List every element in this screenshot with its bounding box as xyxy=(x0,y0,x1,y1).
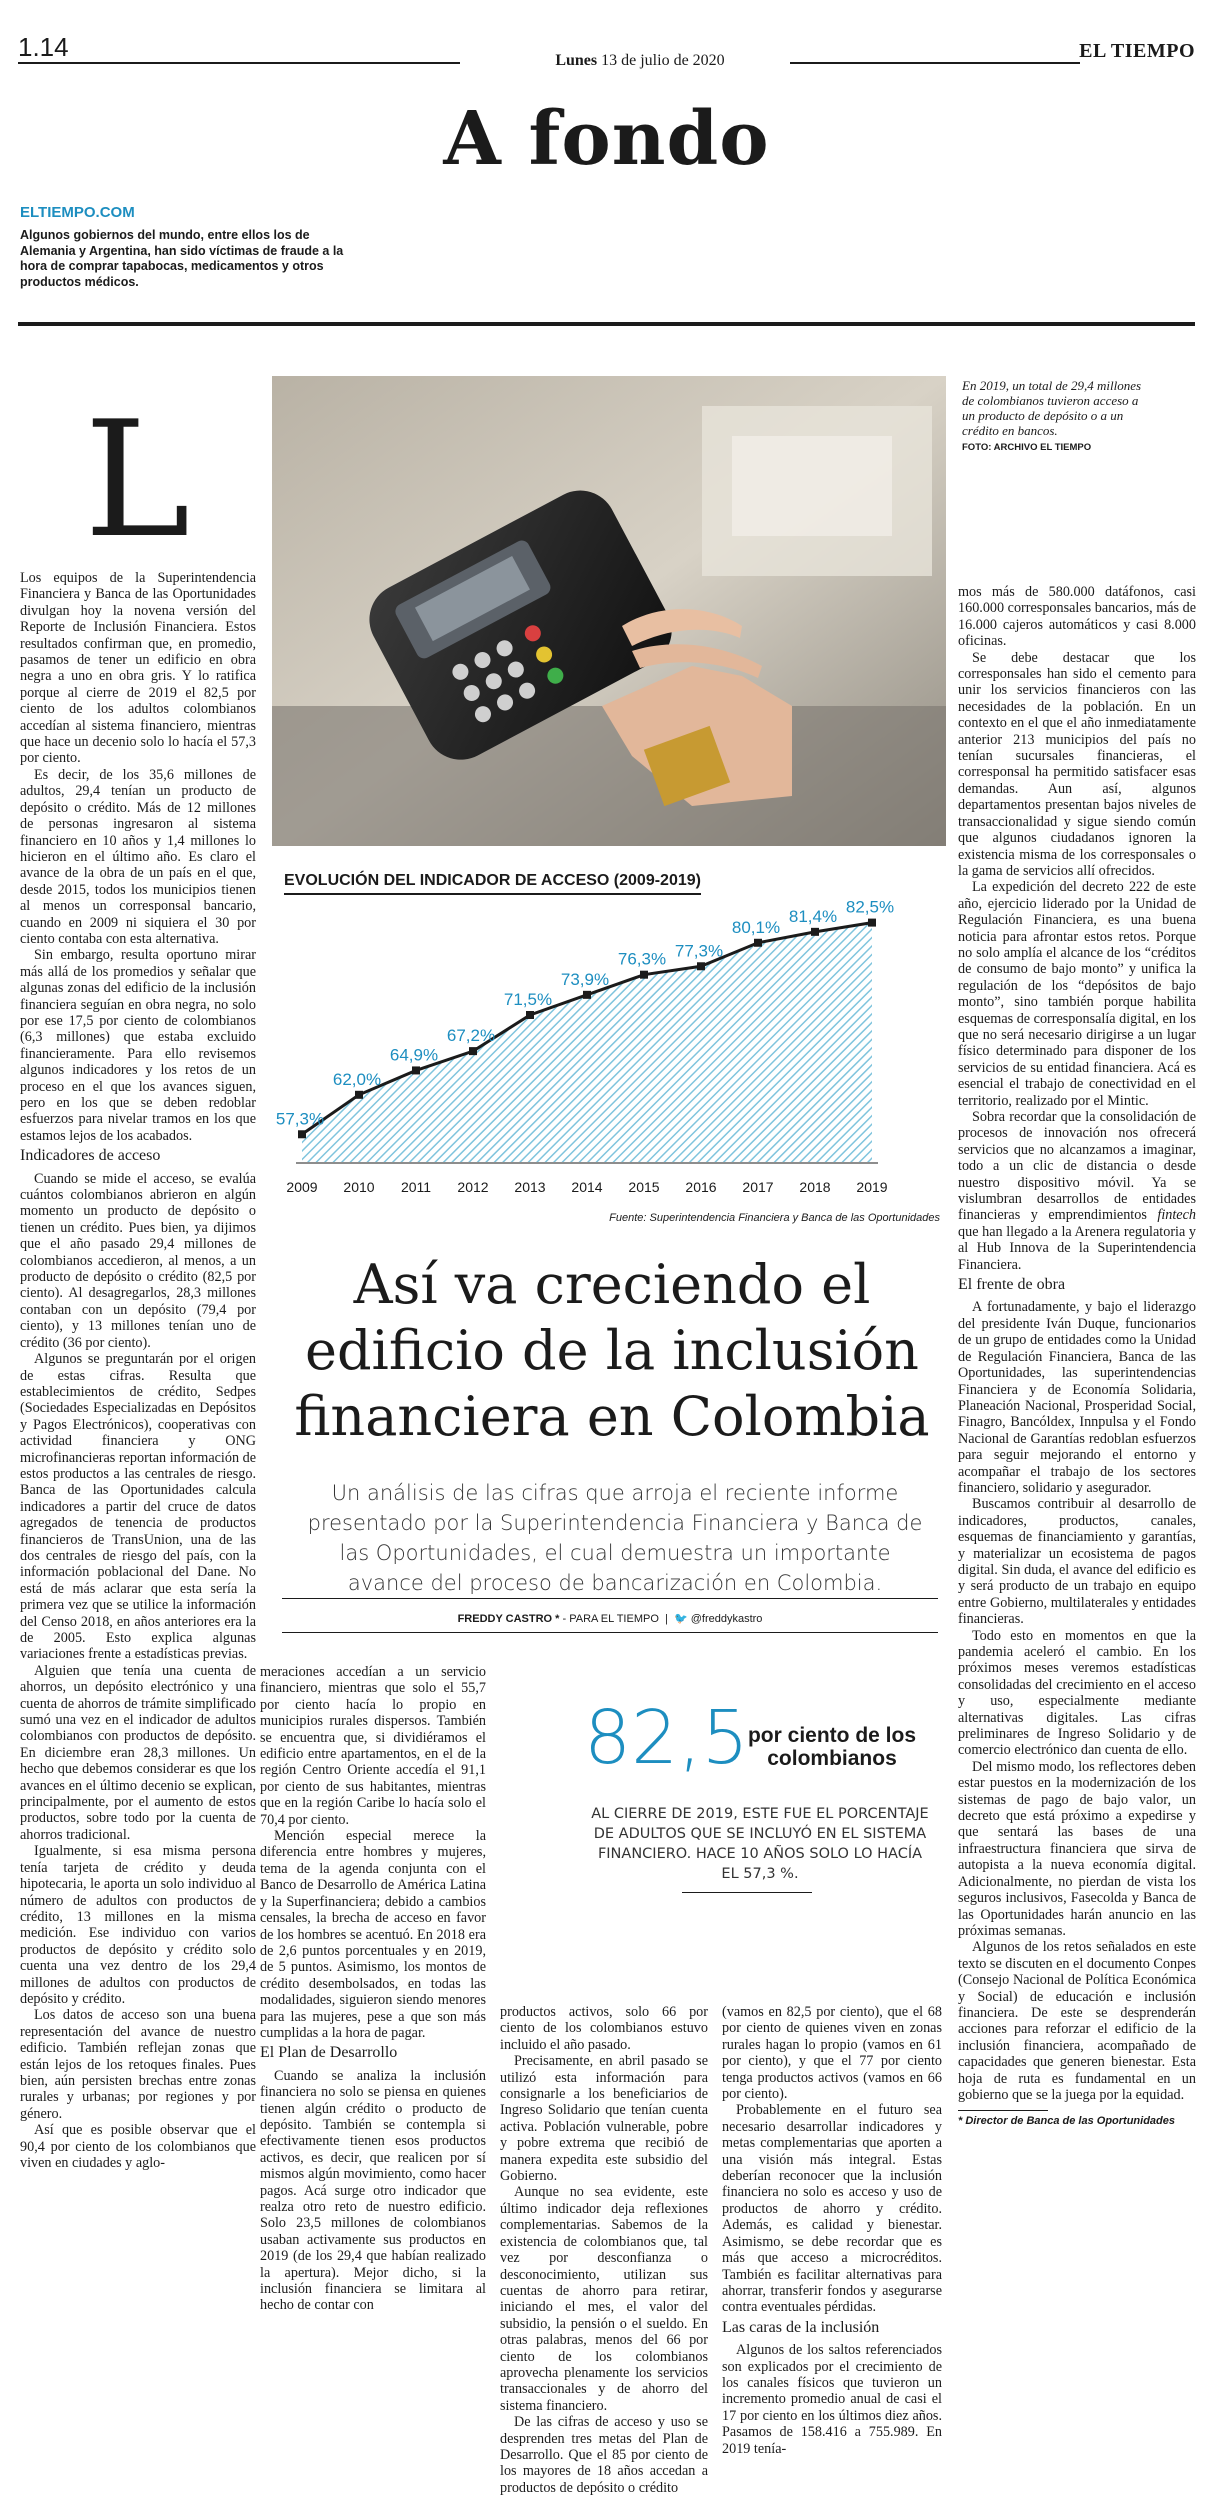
access-indicator-chart xyxy=(272,897,946,1210)
chart-data-label: 67,2% xyxy=(446,1026,496,1046)
article-column-3 xyxy=(500,2004,708,2496)
paragraph: Algunos de los saltos referenciados son explicados por el crecimiento de los canales físicos que tuvieron un incremento promedio anual de casi el 17 por ciento en los últimos diez años. Pasamos de 158.416 a 755.989. En 2019 tenía- xyxy=(722,2342,942,2457)
byline-outlet: - PARA EL TIEMPO xyxy=(559,1613,659,1625)
drop-cap: L xyxy=(84,386,191,573)
paragraph: (vamos en 82,5 por ciento), que el 68 por ciento de quienes viven en zonas rurales hagan lo propio (vamos en 61 por ciento), y que el 77 por ciento tenga productos activos (vamos en 66 por ciento). xyxy=(722,2004,942,2103)
chart-data-label: 82,5% xyxy=(845,897,895,917)
chart-source: Fuente: Superintendencia Financiera y Banca de las Oportunidades xyxy=(609,1212,940,1224)
chart-x-tick: 2014 xyxy=(571,1179,603,1195)
subhead-indicadores: Indicadores de acceso xyxy=(20,1147,161,1165)
header-rule-left xyxy=(18,62,460,64)
highlight-text: AL CIERRE DE 2019, ESTE FUE EL PORCENTAJE DE ADULTOS QUE SE INCLUYÓ EN EL SISTEMA FINANCIERO. HACE 10 AÑOS SOLO LO HACÍA EL 57,3 %. xyxy=(591,1806,929,1882)
article-headline: Así va creciendo el edificio de la inclusión financiera en Colombia xyxy=(294,1253,930,1448)
chart-x-tick: 2009 xyxy=(286,1179,318,1195)
chart-x-tick: 2011 xyxy=(400,1179,432,1195)
subhead-plan-desarrollo: El Plan de Desarrollo xyxy=(260,2044,398,2062)
chart-data-label: 81,4% xyxy=(788,906,838,926)
paragraph: La expedición del decreto 222 de este año, ejercicio liderado por la Unidad de Regulación Financiera, es una buena noticia para afrontar estos retos. Porque no solo amplía el alcance de los “créditos de consumo de bajo monto” y unifica la regulación de los “depósitos de bajo monto”, sino también porque habilita esquemas de corresponsalía digital, en los que no será necesario dirigirse a un lugar físico determinado para disponer de los servicios de su entidad financiera. Acá es esencial el trabajo de conectividad en el territorio, realizado por el Mintic. xyxy=(958,879,1196,1109)
paragraph: productos activos, solo 66 por ciento de los colombianos estuvo incluido el año pasado. xyxy=(500,2004,708,2053)
caption-text: En 2019, un total de 29,4 millones de colombianos tuvieron acceso a un producto de depósito o a un crédito en bancos. xyxy=(962,378,1142,438)
payment-terminal-illustration xyxy=(272,376,946,846)
highlight-label: por ciento de los colombianos xyxy=(747,1724,917,1770)
chart-data-label: 77,3% xyxy=(674,941,724,961)
chart-data-label: 57,3% xyxy=(275,1109,325,1129)
paragraph: Precisamente, en abril pasado se utilizó esta información para consignarle a los beneficiarios de Ingreso Solidario que tenían cuenta activa. Población vulnerable, pobre y pobre extrema que recibió de manera expedita este subsidio del Gobierno. xyxy=(500,2053,708,2185)
paragraph: Algunos de los retos señalados en este texto se discuten en el documento Conpes (Consejo Nacional de Política Económica y Social) de educación e inclusión financiera. De este se desprenderán acciones para reforzar el edificio de la inclusión financiera, acompañado de capacidades que generen bienestar. Esta hoja de ruta es fundamental en un gobierno que se la juega por la equidad. xyxy=(958,1939,1196,2103)
photo-credit: FOTO: ARCHIVO EL TIEMPO xyxy=(962,442,1092,453)
paragraph: De las cifras de acceso y uso se desprenden tres metas del Plan de Desarrollo. Que el 85 por ciento de los mayores de 18 años accedan a productos de depósito o crédito xyxy=(500,2414,708,2496)
chart-point xyxy=(754,939,762,947)
byline-author: FREDDY CASTRO * xyxy=(457,1613,560,1625)
chart-data-label: 76,3% xyxy=(617,949,667,969)
chart-x-tick: 2016 xyxy=(685,1179,717,1195)
chart-data-label: 64,9% xyxy=(389,1045,439,1065)
chart-data-label: 62,0% xyxy=(332,1069,382,1089)
paragraph: Los datos de acceso son una buena representación del avance de nuestro edificio. También reflejan zonas que están lejos de los retoques finales. Pues bien, aún persisten brechas entre zonas rurales y urbanas; por regiones y por género. xyxy=(20,2007,256,2122)
site-link[interactable]: ELTIEMPO.COM xyxy=(20,204,135,221)
chart-point xyxy=(583,991,591,999)
article-column-2 xyxy=(260,1664,486,2314)
paragraph: Aunque no sea evidente, este último indicador deja reflexiones complementarias. Sabemos de la existencia de colombianos que, tal vez por desconfianza o desconocimiento, utilizan sus cuentas de ahorro para retirar, iniciando el mes, el valor del subsidio, la pensión o el sueldo. En otras palabras, menos del 66 por ciento de los colombianos aprovecha plenamente los servicios transaccionales y de ahorro del sistema financiero. xyxy=(500,2184,708,2414)
chart-area xyxy=(302,923,872,1162)
article-photo xyxy=(272,376,946,846)
chart-point xyxy=(868,919,876,927)
paragraph: Probablemente en el futuro sea necesario desarrollar indicadores y metas complementarias que aporten a una visión más integral. Estas deberían reconocer que la inclusión financiera no solo es acceso y uso de productos de ahorro y crédito. Además, es calidad y bienestar. Asimismo, se debe recordar que es más que acceso a microcréditos. También es facilitar alternativas para ahorrar, transferir fondos y asegurarse contra eventuales pérdidas. xyxy=(722,2102,942,2316)
byline-rule-bottom xyxy=(282,1632,938,1633)
paragraph: Todo esto en momentos en que la pandemia aceleró el cambio. En los próximos meses veremos estadísticas consolidadas del crecimiento en el acceso y uso, especialmente mediante alternativas digitales. Las cifras preliminares de Ingreso Solidario y de comercio electrónico dan cuenta de ello. xyxy=(958,1627,1196,1759)
twitter-icon: 🐦 xyxy=(673,1613,688,1625)
paragraph: Se debe destacar que los corresponsales han sido el cemento para unir los servicios financieros con las necesidades de la población. En un contexto en el que el año inmediatamente anterior 213 municipios del país no tenían sucursales financieras, el corresponsal ha permitido satisfacer esas demandas. Aun así, algunos departamentos presentan bajos niveles de transaccionalidad y sigue siendo común que algunos ciudadanos ignoren la existencia misma de los corresponsales o la gama de servicios allí ofrecidos. xyxy=(958,649,1196,879)
chart-point xyxy=(640,971,648,979)
paragraph: Igualmente, si esa misma persona tenía tarjeta de crédito y deuda hipotecaria, le aporta un solo individuo al número de adultos con productos de crédito, 13 millones en la misma medición. Ese individuo con varios productos de depósito y crédito solo cuenta una vez dentro de los 29,4 millones de adultos con productos de depósito y crédito. xyxy=(20,1843,256,2007)
chart-point xyxy=(697,962,705,970)
chart-x-tick: 2012 xyxy=(457,1179,489,1195)
header-thick-rule xyxy=(18,322,1195,326)
paragraph: Cuando se mide el acceso, se evalúa cuántos colombianos abrieron en algún momento un producto de depósito o tienen un crédito. Pues bien, ya dijimos que el año pasado 29,4 millones de colombianos accedieron, al menos, a un producto de depósito o crédito (82,5 por ciento). Al desagregarlos, 28,3 millones contaban con un depósito (79,4 por ciento), y 13 millones tenían uno de crédito (36 por ciento). xyxy=(20,1170,256,1351)
subhead-frente-obra: El frente de obra xyxy=(958,1276,1066,1294)
paragraph: Del mismo modo, los reflectores deben estar puestos en la modernización de los sistemas de pago de bajo valor, un decreto que está próximo a expedirse y que sentará las bases de una infraestructura financiera que sirva de autopista a la nueva economía digital. Adicionalmente, no pierdan de vista los seguros inclusivos, Fasecolda y Banca de las Oportunidades harán anuncio en las próximas semanas. xyxy=(958,1758,1196,1939)
chart-x-tick: 2017 xyxy=(742,1179,774,1195)
paragraph: Algunos se preguntarán por el origen de estas cifras. Resulta que establecimientos de crédito, Sedpes (Sociedades Especializadas en Depósitos y Pagos Electrónicos), cooperativas con actividad financiera y ONG microfinancieras reportan información de estos productos a las centrales de riesgo. Banca de las Oportunidades calcula indicadores a partir del cruce de datos agregados de tenencia de productos financieros de TransUnion, una de las dos centrales de riesgo del país, con la información poblacional del Dane. No está de más aclarar que esta sería la primera vez que se utilice la información del Censo 2018, en años anteriores era la de 2005. Esto explica algunas variaciones frente a estadísticas previas. xyxy=(20,1351,256,1663)
dateline xyxy=(520,52,760,70)
chart-x-tick: 2013 xyxy=(514,1179,546,1195)
article-column-4 xyxy=(722,2004,942,2457)
byline-rule-top xyxy=(282,1598,938,1599)
paragraph: A fortunadamente, y bajo el liderazgo del presidente Iván Duque, funcionarios de un grupo de entidades como la Unidad de Regulación Financiera, Banca de las Oportunidades, las superintendencias Financiera y de Economía Solidaria, Planeación Nacional, Prosperidad Social, Finagro, Bancóldex, Innpulsa y el Fondo Nacional de Garantías redoblan esfuerzos para seguir mejorando el entorno y acompañar el trabajo de los sectores financiero, solidario y asegurador. xyxy=(958,1299,1196,1496)
paragraph: Buscamos contribuir al desarrollo de indicadores, productos, canales, esquemas de financiamiento y garantías, y materializar un ecosistema de pagos digital. Sin duda, el avance del edificio es y será producto de un trabajo en equipo entre Gobierno, multilaterales y entidades financieras. xyxy=(958,1496,1196,1628)
paragraph: meraciones accedían a un servicio financiero, mientras que solo el 55,7 por ciento hacía lo propio en municipios rurales dispersos. También se encuentra que, si dividiéramos el edificio entre apartamentos, en el de la región Centro Oriente accedía el 91,1 por ciento de sus habitantes, mientras que en la región Caribe lo hacía solo el 70,4 por ciento. xyxy=(260,1664,486,1828)
chart-point xyxy=(811,928,819,936)
date-day: Lunes xyxy=(555,52,598,69)
teaser-text: Algunos gobiernos del mundo, entre ellos los de Alemania y Argentina, han sido víctimas de fraude a la hora de comprar tapabocas, medicamentos y otros productos médicos. xyxy=(20,228,344,289)
chart-data-label: 71,5% xyxy=(503,990,553,1009)
chart-x-tick: 2015 xyxy=(628,1179,660,1195)
chart-x-tick: 2019 xyxy=(856,1179,888,1195)
newspaper-brand: EL TIEMPO xyxy=(1079,40,1195,62)
date-rest: 13 de julio de 2020 xyxy=(597,52,725,69)
paragraph: Mención especial merece la diferencia entre hombres y mujeres, tema de la agenda conjunta con el Banco de Desarrollo de América Latina y la Superfinanciera; debido a cambios censales, la brecha de acceso en favor de los hombres se acentuó. En 2018 era de 2,6 puntos porcentuales y en 2019, de 5 puntos. Asimismo, los montos de crédito desembolsados, en todas las modalidades, siguieron siendo menores para las mujeres, pese a que son más cumplidas a la hora de pagar. xyxy=(260,1828,486,2041)
paragraph: Alguien que tenía una cuenta de ahorros, un depósito electrónico y una cuenta de ahorros de trámite simplificado sumó una vez en el indicador de adultos colombianos con productos de depósito. En diciembre eran 28,3 millones. Un hecho que debemos considerar es que los avances en el último decenio se explican, principalmente, por el aumento de estos productos, sobre todo por la cuenta de ahorros tradicional. xyxy=(20,1662,256,1843)
paragraph xyxy=(958,1109,1196,1273)
text-run-italic: fintech xyxy=(1157,1207,1196,1224)
paragraph: Cuando se analiza la inclusión financiera no solo se piensa en quienes tienen algún crédito o producto de depósito. También se contempla si efectivamente tienen esos productos activos, es decir, que realicen por sí mismos algún movimiento, como hacer pagos. Acá surge otro indicador que realza otro reto de nuestro edificio. Solo 23,5 millones de colombianos usaban activamente sus productos en 2019 (de los 29,4 que habían realizado la apertura). Mejor dicho, si la inclusión financiera se limitara al hecho de contar con xyxy=(260,2067,486,2314)
chart-point xyxy=(355,1091,363,1099)
page-number: 1.14 xyxy=(18,32,69,62)
author-footnote: * Director de Banca de las Oportunidades xyxy=(958,2115,1176,2128)
paragraph: Así que es posible observar que el 90,4 por ciento de los colombianos que viven en ciudades y aglo- xyxy=(20,2122,256,2171)
chart-data-label: 80,1% xyxy=(731,917,781,937)
chart-x-tick: 2010 xyxy=(343,1179,375,1195)
paragraph: mos más de 580.000 datáfonos, casi 160.000 corresponsales bancarios, más de 16.000 cajeros automáticos y casi 8.000 oficinas. xyxy=(958,584,1196,650)
chart-point xyxy=(412,1066,420,1074)
text-run: Sobra recordar que la consolidación de procesos de innovación nos ofrecerá servicios que no alcanzamos a imaginar, todo a un clic de distancia o desde nuestro dispositivo móvil. Ya se vislumbran desarrollos de entidades financieras y emprendimientos xyxy=(958,1109,1196,1224)
chart-point xyxy=(298,1130,306,1138)
paragraph: Sin embargo, resulta oportuno mirar más allá de los promedios y señalar que algunas zonas del edificio de la inclusión financiera seguían en obra negra, no solo por ese 17,5 por ciento de colombianos (6,3 millones) que estaba excluido financieramente. Para ello revisemos algunos indicadores y los retos de un proceso en el que los avances siguen, pero en los que se deben redoblar esfuerzos para nivelar tramos en los que estamos lejos de los acabados. xyxy=(20,947,256,1144)
article-column-1 xyxy=(20,570,256,2171)
chart-title: EVOLUCIÓN DEL INDICADOR DE ACCESO (2009-2019) xyxy=(284,872,701,895)
chart-point xyxy=(526,1011,534,1019)
chart-data-label: 73,9% xyxy=(560,969,610,989)
photo-caption xyxy=(962,378,1152,455)
paragraph: Los equipos de la Superintendencia Financiera y Banca de las Oportunidades divulgan hoy la novena versión del Reporte de Inclusión Financiera. Estos resultados confirman que, en promedio, pasamos de tener un edificio en obra negra a uno en obra gris. Y lo ratifica porque al cierre de 2019 el 82,5 por ciento de los adultos colombianos accedían al sistema financiero, mientras que hace un decenio solo lo hacía el 57,3 por ciento. xyxy=(20,570,256,767)
subhead-caras: Las caras de la inclusión xyxy=(722,2318,880,2336)
footnote-rule xyxy=(958,2103,1048,2111)
highlight-rule xyxy=(682,1892,812,1893)
highlight-number: 82,5 xyxy=(584,1695,749,1781)
section-title: A fondo xyxy=(443,96,770,182)
text-run: que han llegado a la Arenera regulatoria y al Hub Innova de la Superintendencia Financiera. xyxy=(958,1223,1196,1273)
article-column-5 xyxy=(958,584,1196,2128)
paragraph: Es decir, de los 35,6 millones de adultos, 29,4 tenían un producto de depósito o crédito. Más de 12 millones de personas ingresaron al sistema financiero en 10 años y 1,4 millones lo hicieron en el último año. Es claro el avance de la obra de un país en el que, desde 2015, todos los municipios tienen al menos un corresponsal bancario, cuando en 2009 ni siquiera el 30 por ciento contaba con esta alternativa. xyxy=(20,766,256,947)
article-deck: Un análisis de las cifras que arroja el reciente informe presentado por la Superintendencia Financiera y Banca de las Oportunidades, el cual demuestra un importante avance del proceso de bancarización en Colombia. xyxy=(307,1481,923,1595)
chart-x-tick: 2018 xyxy=(799,1179,831,1195)
header-rule-right xyxy=(790,62,1080,64)
chart-point xyxy=(469,1047,477,1055)
byline-handle[interactable]: @freddykastro xyxy=(690,1613,763,1625)
byline: FREDDY CASTRO * - PARA EL TIEMPO | 🐦 @freddykastro xyxy=(457,1613,763,1625)
